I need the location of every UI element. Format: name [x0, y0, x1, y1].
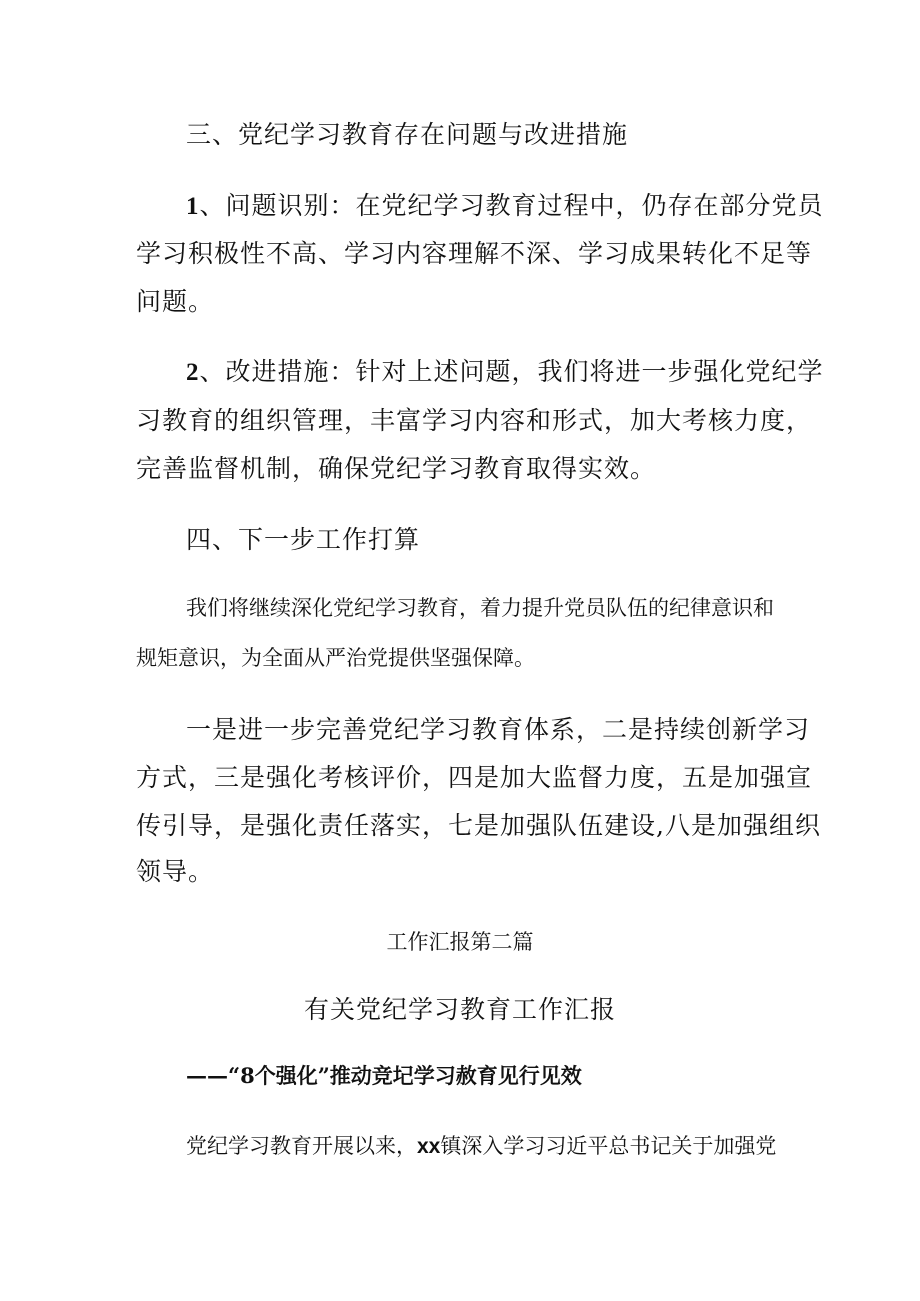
body-prefix: 党纪学习教育开展以来， — [186, 1134, 417, 1158]
part-2-body-line-1 — [186, 1130, 776, 1160]
item-1-text: 、问题识别：在党纪学习教育过程中，仍存在部分党员 — [199, 191, 824, 220]
section-4-intro-line-2: 规矩意识，为全面从严治党提供坚强保障。 — [136, 646, 535, 670]
body-rest: 镇深入学习习近平总书记关于加强党 — [440, 1134, 777, 1158]
section-4-heading: 四、下一步工作打算 — [186, 525, 421, 554]
item-1-number: 1 — [186, 193, 200, 220]
item-1-line-2: 学习积极性不高、学习内容理解不深、学习成果转化不足等 — [136, 239, 813, 268]
body-town-placeholder: xx — [417, 1135, 441, 1158]
part-2-title: 有关党纪学习教育工作汇报 — [303, 995, 616, 1024]
plan-line-1: 一是进一步完善党纪学习教育体系，二是持续创新学习 — [186, 715, 811, 744]
section-4-intro-line-1: 我们将继续深化党纪学习教育，着力提升党员队伍的纪律意识和 — [186, 596, 774, 620]
item-2-line-2: 习教育的组织管理，丰富学习内容和形式，加大考核力度， — [136, 406, 813, 435]
plan-line-4: 领导。 — [136, 857, 215, 886]
item-2-text: 、改进措施：针对上述问题，我们将进一步强化党纪学 — [199, 357, 824, 386]
item-2-line-1 — [186, 352, 824, 388]
plan-line-3: 传引导，是强化责任落实，七是加强队伍建设,八是加强组织 — [136, 811, 821, 840]
item-2-number: 2 — [186, 359, 200, 386]
item-1-line-3: 问题。 — [136, 287, 215, 316]
plan-line-2: 方式，三是强化考核评价，四是加大监督力度，五是加强宣 — [136, 763, 813, 792]
part-2-subtitle: ——“8个强化”推动竞圮学习赦育见行见效 — [186, 1063, 582, 1088]
section-3-heading: 三、党纪学习教育存在问题与改进措施 — [186, 120, 629, 149]
item-1-line-1 — [186, 186, 824, 222]
part-2-label: 工作汇报第二篇 — [386, 930, 534, 954]
item-2-line-3: 完善监督机制，确保党纪学习教育取得实效。 — [136, 454, 657, 483]
